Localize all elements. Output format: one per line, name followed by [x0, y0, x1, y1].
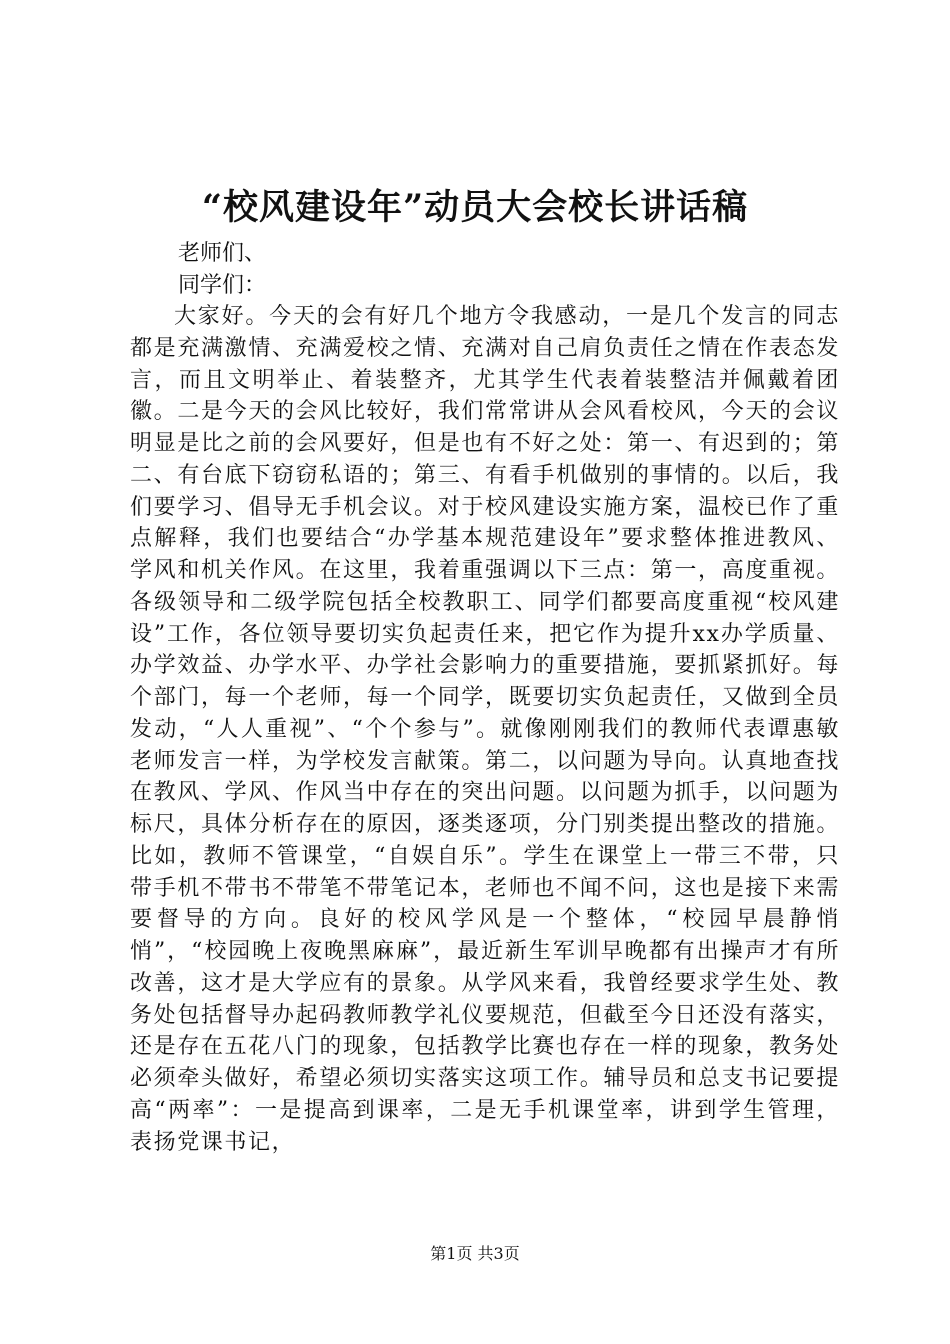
- document-title: “校风建设年”动员大会校长讲话稿: [201, 187, 749, 228]
- salutation-teachers: 老师们、: [178, 241, 267, 266]
- salutation-students: 同学们：: [178, 273, 267, 298]
- page-footer: 第1页 共3页: [430, 1244, 520, 1263]
- speech-paragraph: 大家好。今天的会有好几个地方令我感动，一是几个发言的同志都是充满激情、充满爱校之情、充满对自己肩负责任之情在作表态发言，而且文明举止、着装整齐，尤其学生代表着装整洁并佩戴着团徽。二是今天的会风比较好，我们常常讲从会风看校风，今天的会议明显是比之前的会风要好，但是也有不好之处：第一、有迟到的；第二、有台底下窃窃私语的；第三、有看手机做别的事情的。以后，我们要学习、倡导无手机会议。对于校风建设实施方案，温校已作了重点解释，我们也要结合“办学基本规范建设年”要求整体推进教风、学风和机关作风。在这里，我着重强调以下三点：第一，高度重视。各级领导和二级学院包括全校教职工、同学们都要高度重视“校风建设”工作，各位领导要切实负起责任来，把它作为提升xx办学质量、办学效益、办学水平、办学社会影响力的重要措施，要抓紧抓好。每个部门，每一个老师，每一个同学，既要切实负起责任，又做到全员发动，“人人重视”、“个个参与”。就像刚刚我们的教师代表谭惠敏老师发言一样，为学校发言献策。第二，以问题为导向。认真地查找在教风、学风、作风当中存在的突出问题。以问题为抓手，以问题为标尺，具体分析存在的原因，逐类逐项，分门别类提出整改的措施。比如，教师不管课堂，“自娱自乐”。学生在课堂上一带三不带，只带手机不带书不带笔不带笔记本，老师也不闻不问，这也是接下来需要督导的方向。良好的校风学风是一个整体，“校园早晨静悄悄”，“校园晚上夜晚黑麻麻”，最近新生军训早晚都有出操声才有所改善，这才是大学应有的景象。从学风来看，我曾经要求学生处、教务处包括督导办起码教师教学礼仪要规范，但截至今日还没有落实，还是存在五花八门的现象，包括教学比赛也存在一样的现象，教务处必须牵头做好，希望必须切实落实这项工作。辅导员和总支书记要提高“两率”：一是提高到课率，二是无手机课堂率，讲到学生管理，表扬党课书记，: [130, 304, 840, 1155]
